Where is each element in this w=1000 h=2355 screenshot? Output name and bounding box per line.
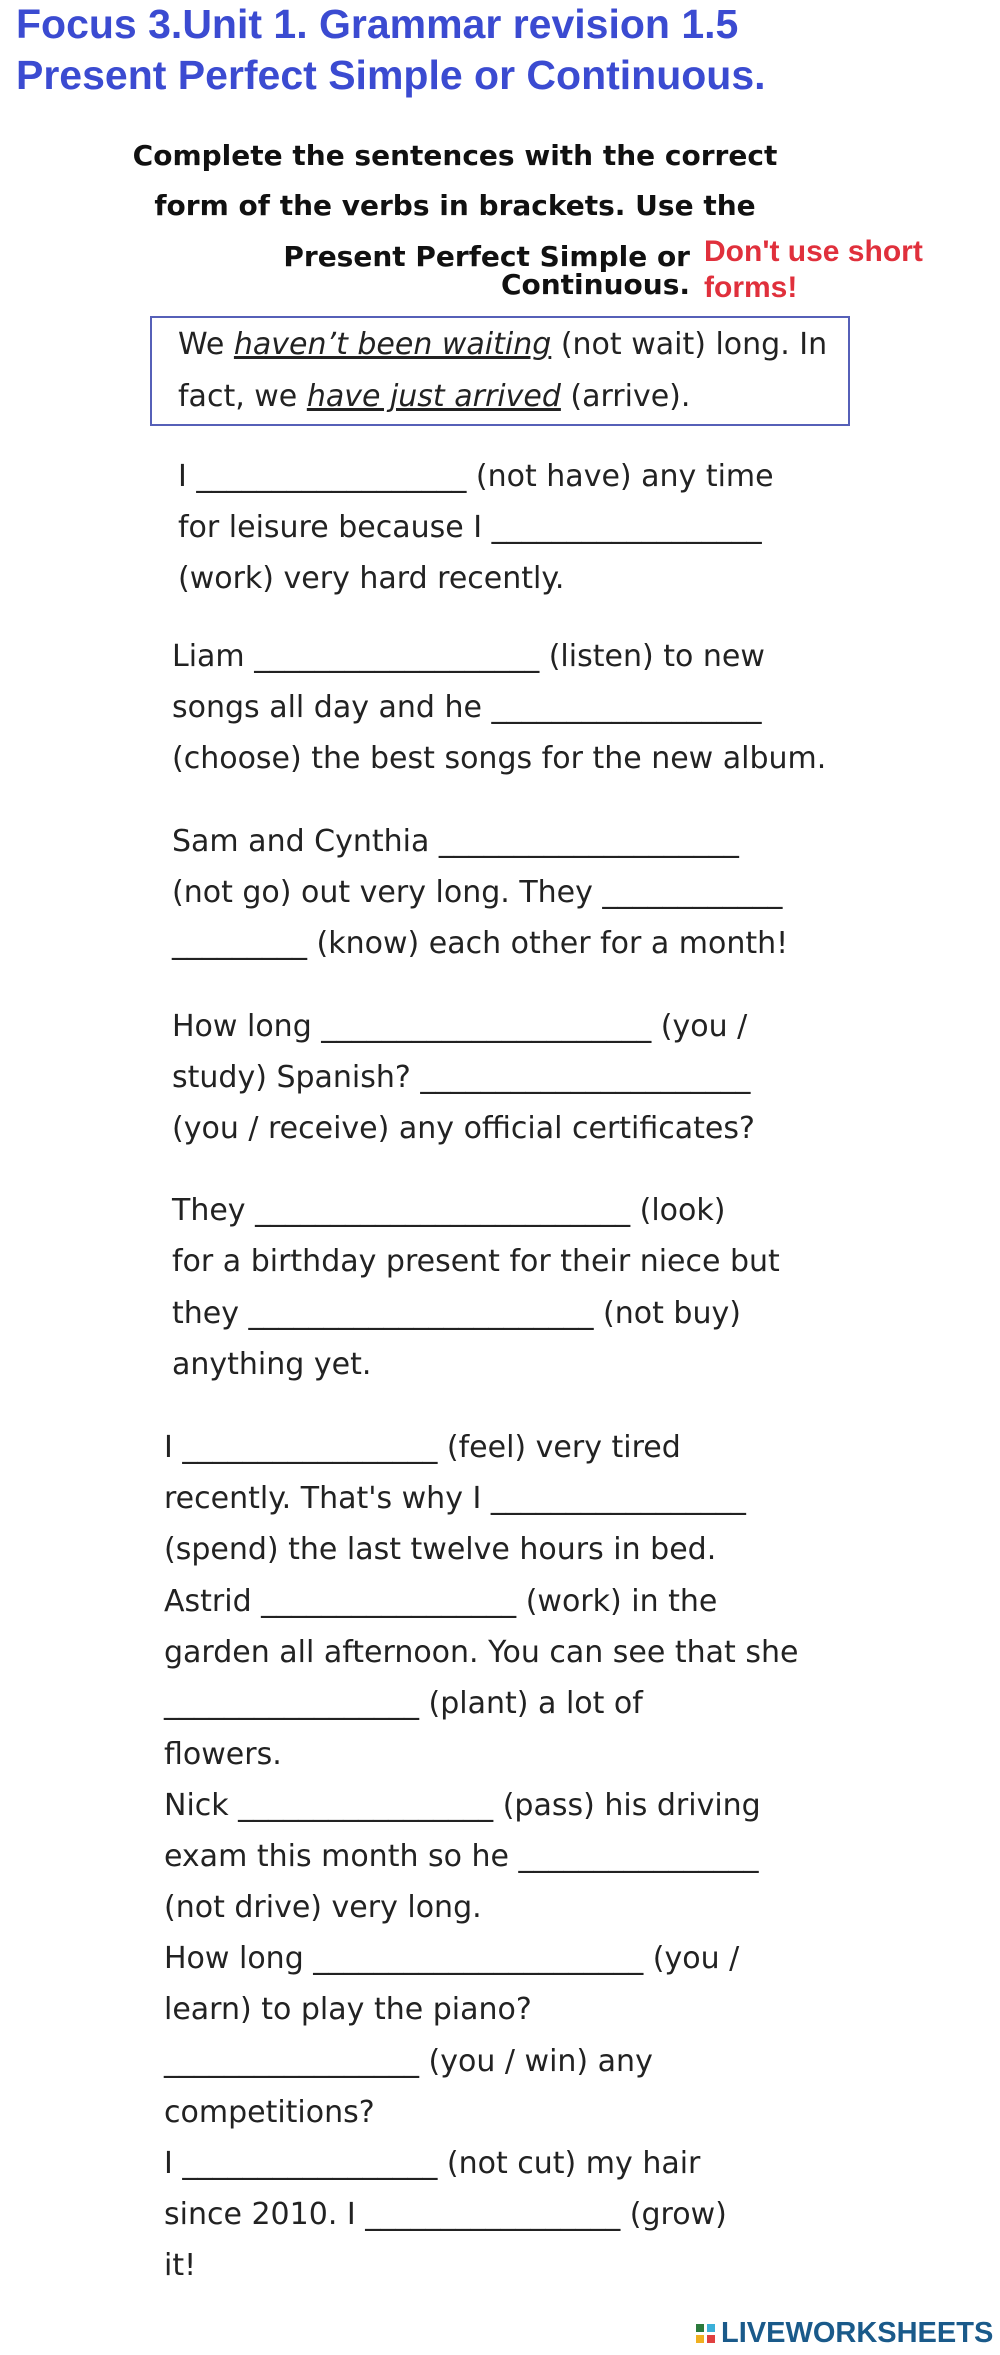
example-text: (not wait) long. In	[551, 327, 828, 362]
example-text: fact, we	[178, 379, 307, 414]
exercise-line: flowers.	[164, 1737, 282, 1772]
exercise-line: (choose) the best songs for the new album.	[172, 741, 827, 776]
exercise-line: for a birthday present for their niece but	[172, 1244, 780, 1279]
instruction-line: form of the verbs in brackets. Use the	[154, 189, 756, 222]
instruction-line: Present Perfect Simple or Continuous.	[283, 240, 690, 301]
example-text: We	[178, 327, 234, 362]
worksheet-subtitle: Present Perfect Simple or Continuous.	[16, 52, 766, 98]
exercise-line: Sam and Cynthia ____________________	[172, 824, 739, 859]
exercise-line: Nick _________________ (pass) his driving	[164, 1788, 761, 1823]
exercise-line: (not go) out very long. They ____________	[172, 875, 783, 910]
exercise-line: songs all day and he __________________	[172, 690, 762, 725]
example-line	[178, 379, 691, 414]
exercise-line: learn) to play the piano?	[164, 1992, 532, 2027]
exercise-line: exam this month so he ________________	[164, 1839, 759, 1874]
exercise-line: recently. That's why I _________________	[164, 1481, 746, 1516]
instruction-line: Complete the sentences with the correct	[132, 139, 778, 172]
exercise-line: Liam ___________________ (listen) to new	[172, 639, 765, 674]
exercise-line: _________________ (plant) a lot of	[164, 1686, 643, 1721]
exercise-line: study) Spanish? ______________________	[172, 1060, 751, 1095]
exercise-line: I _________________ (feel) very tired	[164, 1430, 681, 1465]
logo-icon	[696, 2324, 715, 2343]
example-text: (arrive).	[560, 379, 691, 414]
exercise-line: (not drive) very long.	[164, 1890, 482, 1925]
example-answer: haven’t been waiting	[233, 327, 552, 362]
note-line: Don't use short	[704, 235, 923, 268]
exercise-line: (spend) the last twelve hours in bed.	[164, 1532, 717, 1567]
exercise-line: I __________________ (not have) any time	[178, 459, 774, 494]
short-forms-note	[704, 234, 923, 306]
exercise-line: since 2010. I _________________ (grow)	[164, 2197, 727, 2232]
example-line	[178, 327, 828, 362]
example-box	[150, 316, 850, 426]
exercise-line: for leisure because I __________________	[178, 510, 762, 545]
exercise-line: (work) very hard recently.	[178, 561, 565, 596]
exercise-line: How long ______________________ (you /	[164, 1941, 740, 1976]
note-line: forms!	[704, 271, 798, 304]
exercise-line: garden all afternoon. You can see that she	[164, 1635, 799, 1670]
exercise-line: competitions?	[164, 2095, 375, 2130]
exercise-line: _________ (know) each other for a month!	[172, 926, 789, 961]
exercise-line: I _________________ (not cut) my hair	[164, 2146, 701, 2181]
logo-text: LIVEWORKSHEETS	[721, 2316, 994, 2349]
exercise-line: they _______________________ (not buy)	[172, 1296, 741, 1331]
exercise-line: anything yet.	[172, 1347, 372, 1382]
exercise-line: How long ______________________ (you /	[172, 1009, 748, 1044]
exercise-line: (you / receive) any official certificates?	[172, 1111, 755, 1146]
exercise-line: it!	[164, 2248, 197, 2283]
example-answer: have just arrived	[306, 379, 561, 414]
exercise-line: Astrid _________________ (work) in the	[164, 1584, 718, 1619]
liveworksheets-logo	[696, 2318, 993, 2348]
worksheet-title: Focus 3.Unit 1. Grammar revision 1.5	[16, 1, 739, 47]
exercise-line: _________________ (you / win) any	[164, 2044, 653, 2079]
exercise-line: They _________________________ (look)	[172, 1193, 726, 1228]
